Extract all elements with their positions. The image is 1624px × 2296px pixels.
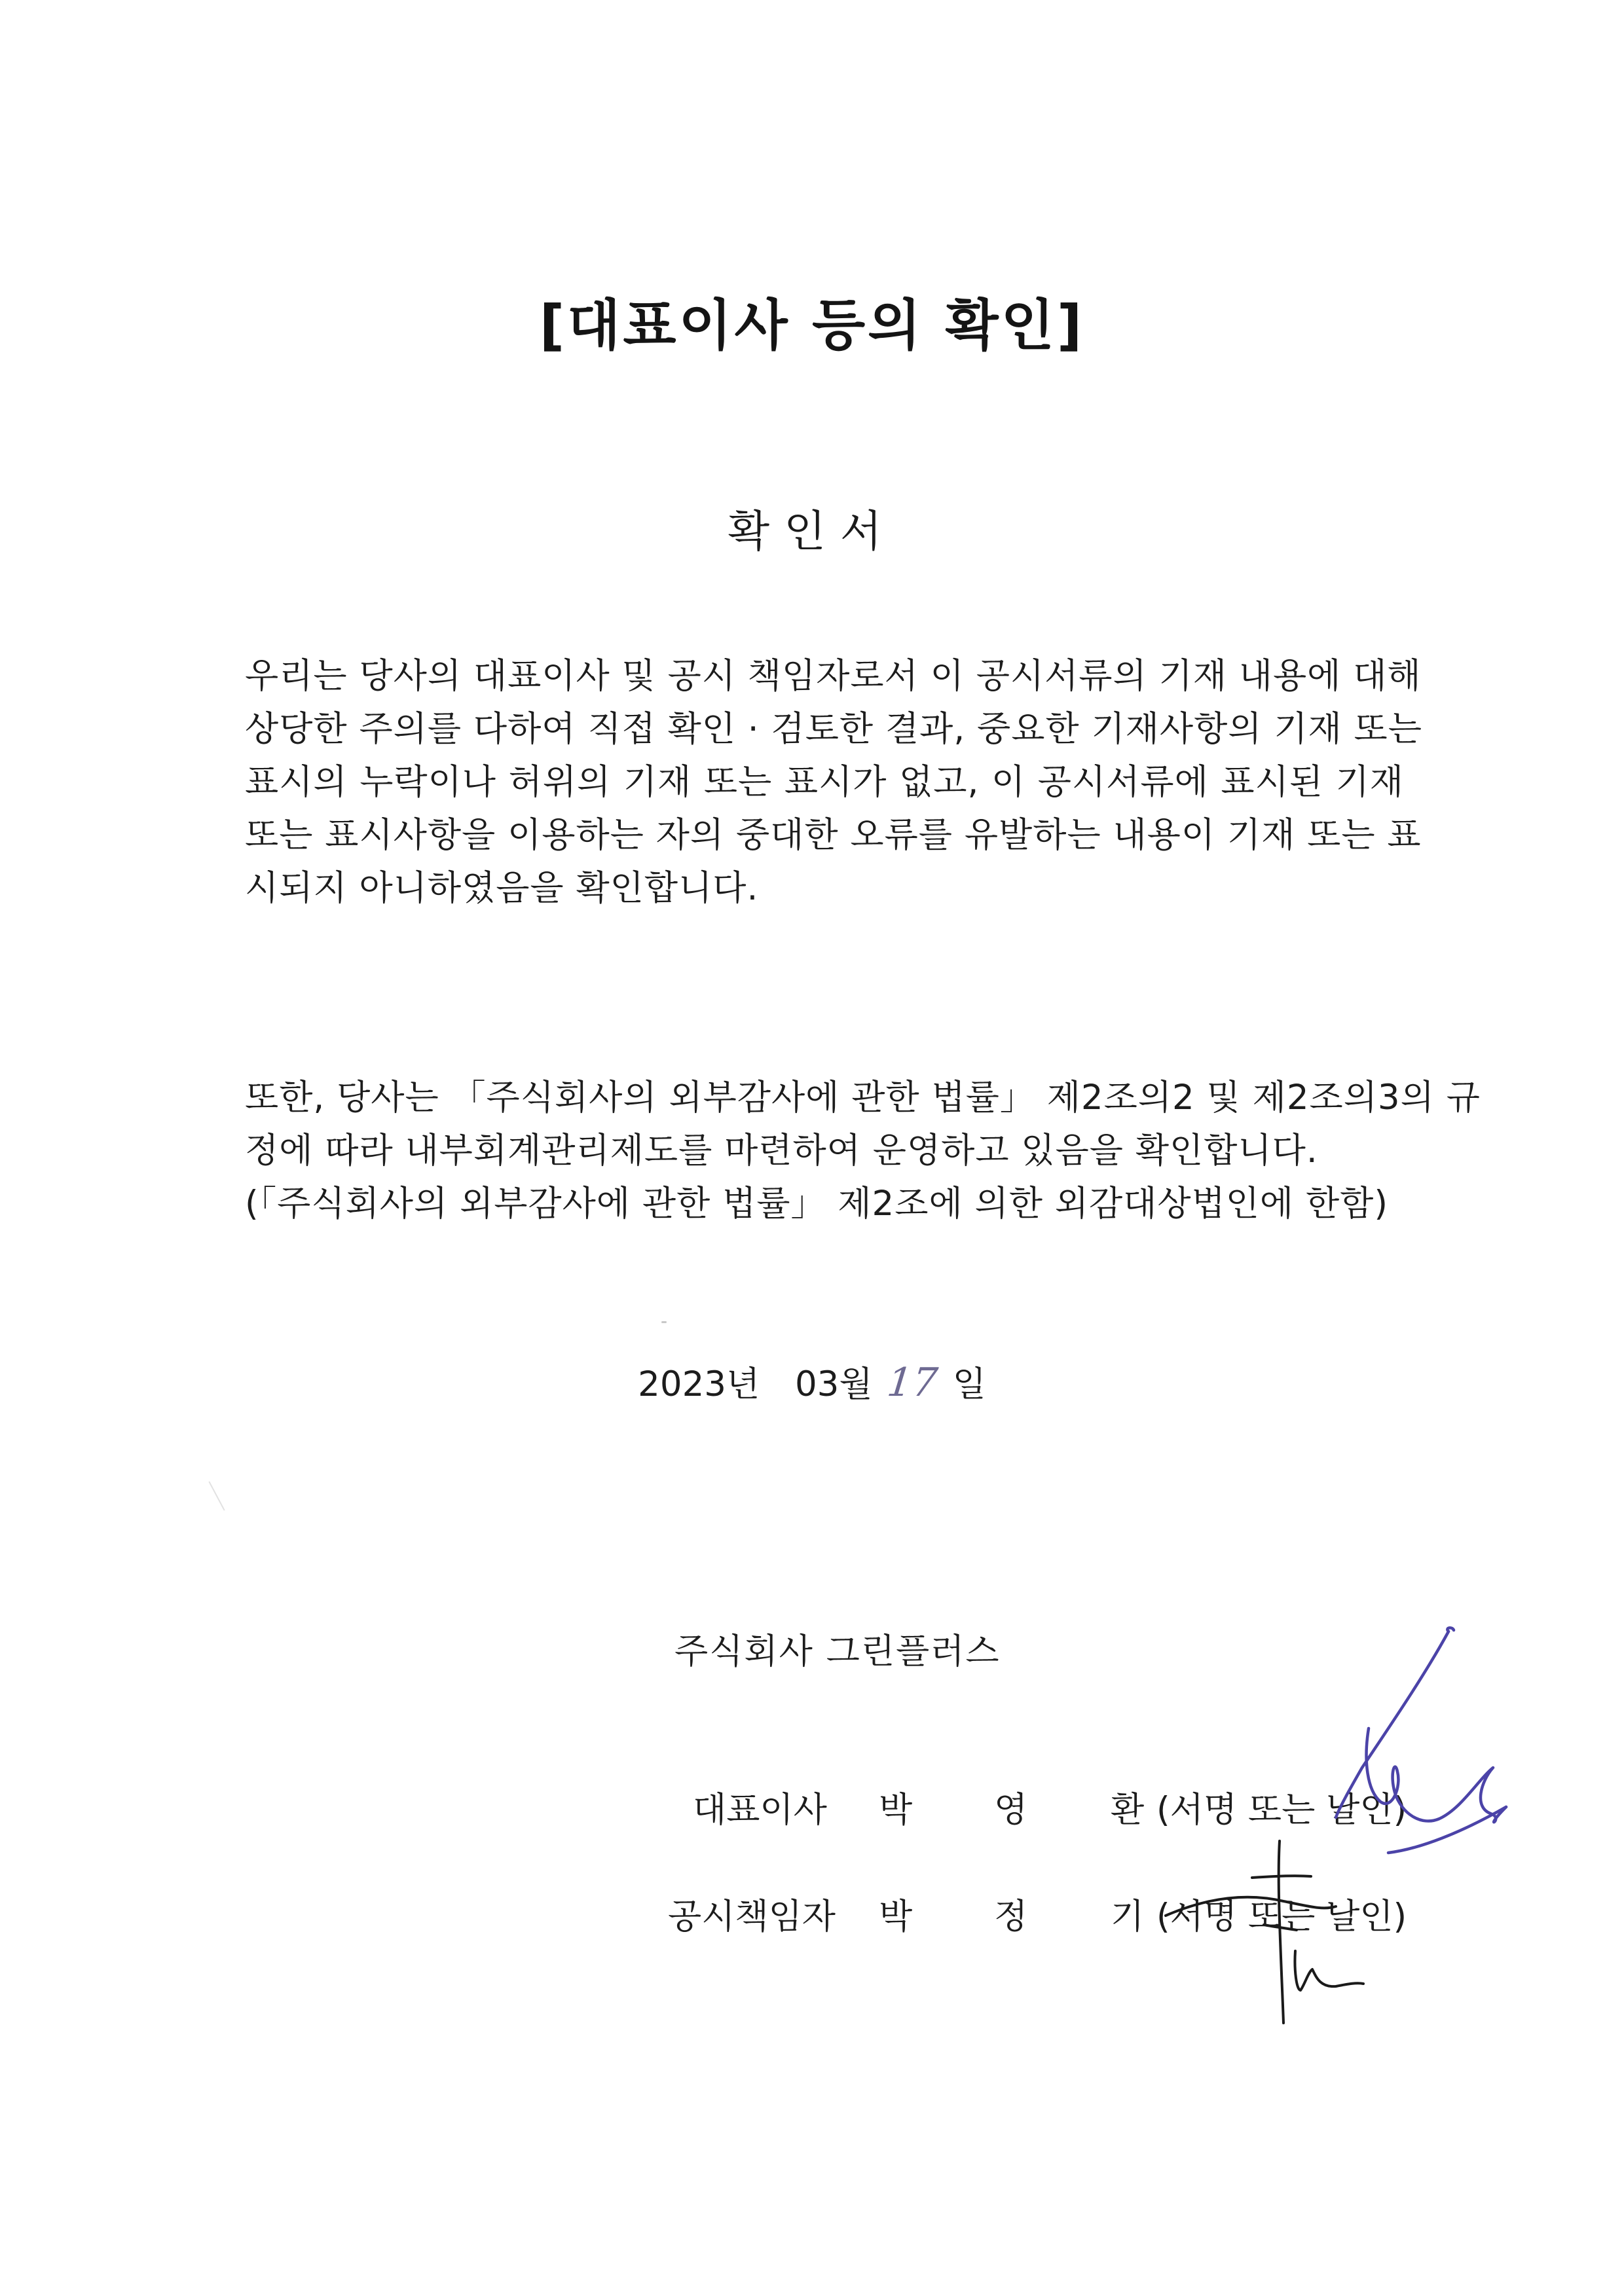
date-day-suffix: 일 [952, 1364, 986, 1404]
paragraph-line: 또는 표시사항을 이용하는 자의 중대한 오류를 유발하는 내용이 기재 또는 표 [245, 815, 1422, 855]
signatory-role: 대표이사 [693, 1790, 827, 1830]
paragraph-line: 표시의 누락이나 허위의 기재 또는 표시가 없고, 이 공시서류에 표시된 기재 [245, 762, 1404, 802]
signatory-name-char: 박 [879, 1897, 913, 1937]
date-year: 2023년 [638, 1364, 760, 1404]
date-day-handwritten: 17 [885, 1360, 940, 1406]
date-month: 03월 [794, 1364, 873, 1404]
disclosure-officer-signature [1166, 1841, 1363, 2023]
company-name: 주식회사 그린플러스 [674, 1631, 1001, 1671]
paragraph-line: 정에 따라 내부회계관리제도를 마련하여 운영하고 있음을 확인합니다. [245, 1131, 1318, 1171]
paragraph-line: 시되지 아니하였음을 확인합니다. [245, 868, 759, 908]
signatory-name-char: 박 [879, 1790, 913, 1830]
paragraph-line: 또한, 당사는 「주식회사의 외부감사에 관한 법률」 제2조의2 및 제2조의3의 규 [245, 1078, 1481, 1118]
document-title: 확인서 [728, 506, 896, 556]
signature-note: (서명 또는 날인) [1156, 1790, 1407, 1830]
signatory-name-char: 환 [1111, 1790, 1145, 1830]
ceo-signature [1336, 1628, 1506, 1853]
section-title: [대표이사 등의 확인] [539, 293, 1085, 357]
signatory-name-char: 영 [994, 1790, 1028, 1830]
paragraph-line: 우리는 당사의 대표이사 및 공시 책임자로서 이 공시서류의 기재 내용에 대해 [245, 656, 1422, 696]
signatory-name-char: 기 [1111, 1897, 1145, 1937]
signatory-name-char: 정 [994, 1897, 1028, 1937]
paragraph-line: 상당한 주의를 다하여 직접 확인 · 검토한 결과, 중요한 기재사항의 기재 또는 [245, 709, 1422, 749]
signatory-role: 공시책임자 [668, 1897, 836, 1937]
signature-note: (서명 또는 날인) [1156, 1897, 1407, 1937]
paragraph-line: (「주식회사의 외부감사에 관한 법률」 제2조에 의한 외감대상법인에 한함) [245, 1184, 1389, 1224]
